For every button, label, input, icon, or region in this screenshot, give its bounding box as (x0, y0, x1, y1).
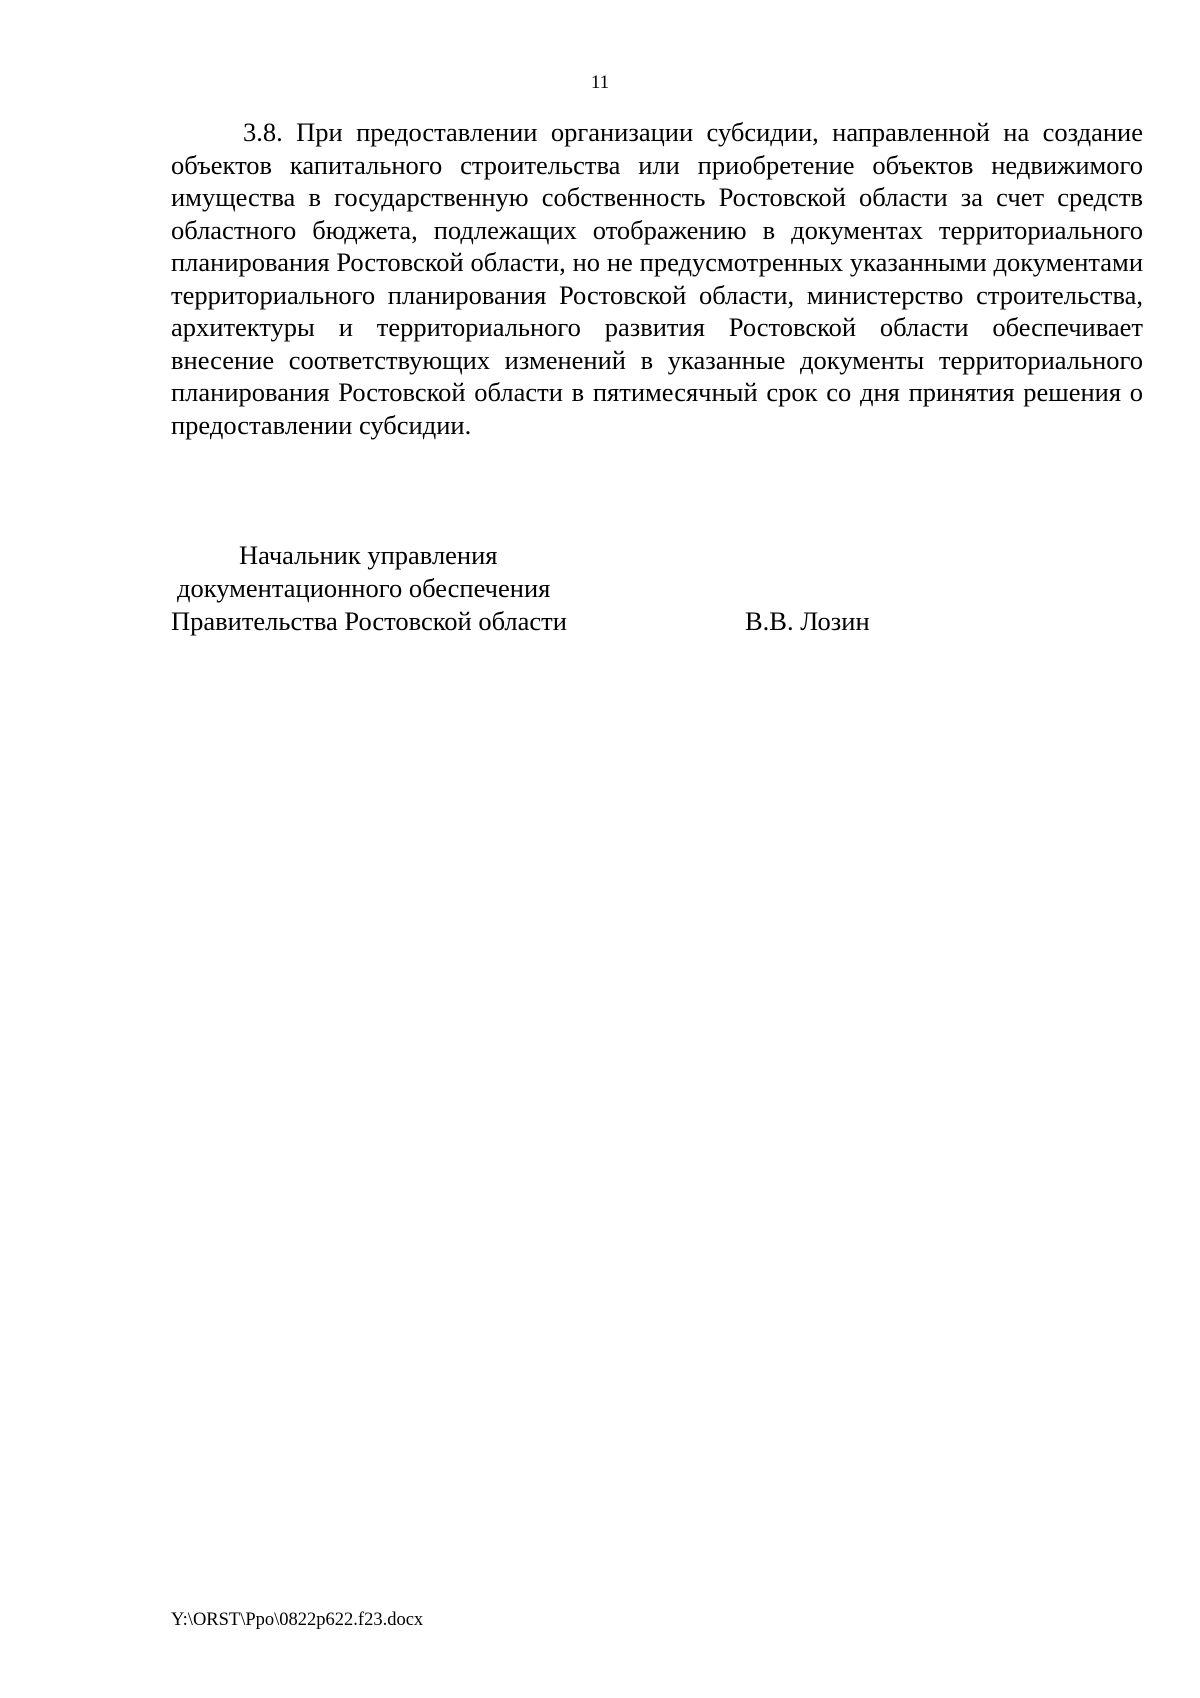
signatory-title-line-2: документационного обеспечения (177, 573, 551, 603)
signature-block (171, 539, 931, 649)
document-file-path: Y:\ORST\Ppo\0822p622.f23.docx (171, 1610, 424, 1630)
signatory-name: В.В. Лозин (745, 606, 870, 636)
page-number: 11 (590, 72, 610, 93)
signatory-title-line-1: Начальник управления (239, 540, 498, 570)
signatory-title-line-3: Правительства Ростовской области (171, 606, 567, 636)
clause-3-8-paragraph: 3.8. При предоставлении организации субсидии, направленной на создание объектов капитального строительства или приобретение объектов недвижимого имущества в государственную собственность Ростовской области за счет средств областного бюджета, подлежащих отображению в документах территориального планирования Ростовской области, но не предусмотренных указанными документами территориального планирования Ростовской области, министерство строительства, архитектуры и территориального развития Ростовской области обеспечивает внесение соответствующих изменений в указанные документы территориального планирования Ростовской области в пятимесячный срок со дня принятия решения о предоставлении субсидии. (171, 117, 1143, 440)
